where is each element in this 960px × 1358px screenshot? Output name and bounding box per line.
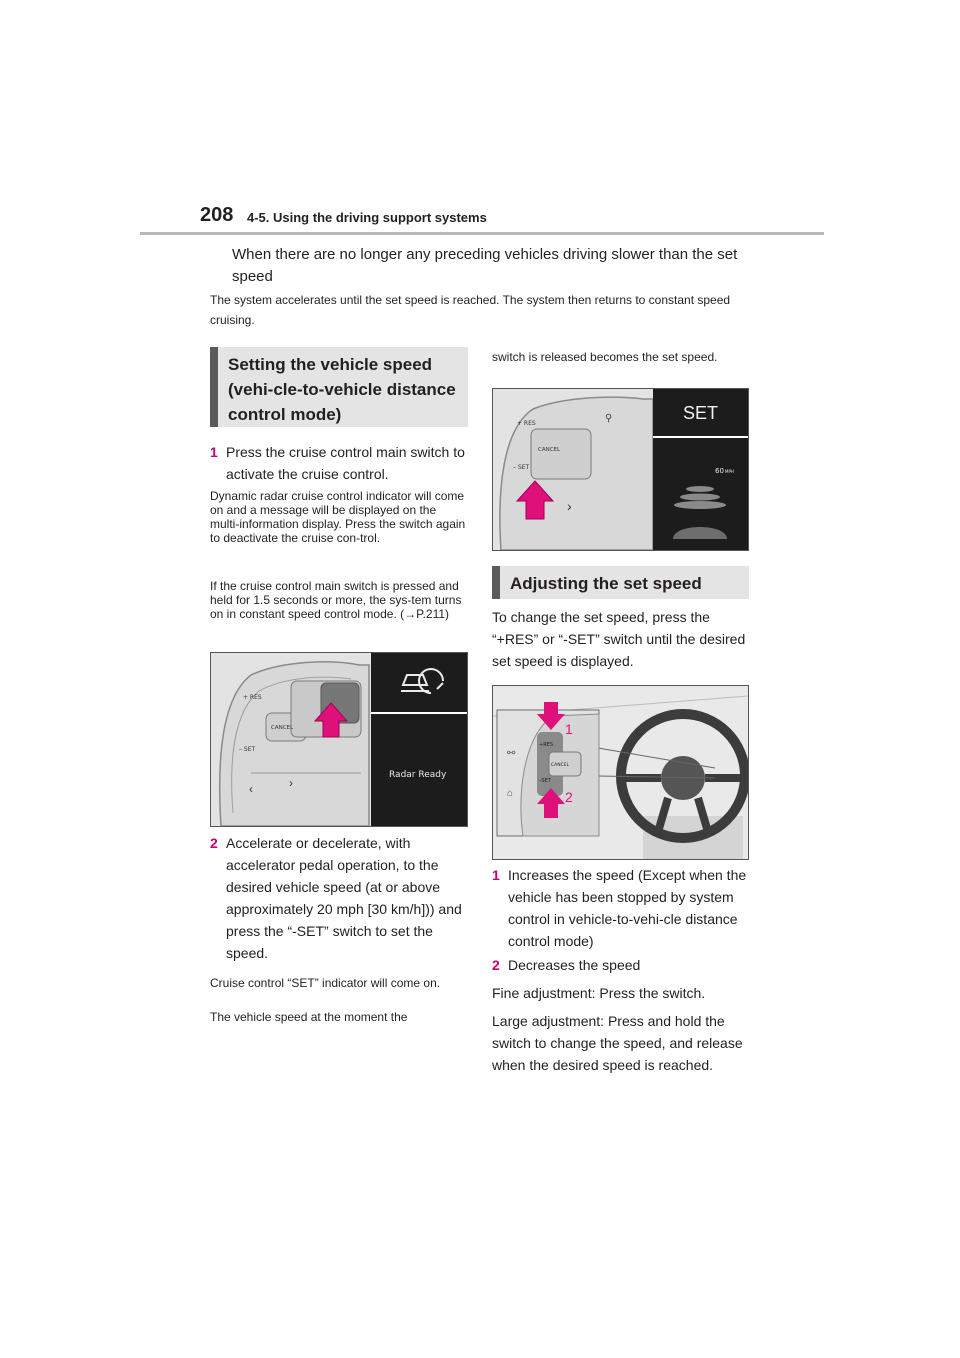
fig1-cancel-label: CANCEL <box>271 725 294 731</box>
item-1-number: 1 <box>492 867 500 883</box>
note-indicator: Dynamic radar cruise control indicator will come on and a message will be displayed on the multi-information display. Press the switch again to deactivate the cruise con-trol. <box>210 489 466 545</box>
fig3-callout-1: 1 <box>565 721 573 737</box>
note-set-indicator: Cruise control “SET” indicator will come on. <box>210 976 441 990</box>
fig3-lane-icon: ⚯ <box>507 748 516 759</box>
fig2-speed-value: 60 <box>715 467 724 475</box>
fig2-cruise-icon: ⚲ <box>605 413 613 424</box>
item-2-text: Decreases the speed <box>508 957 641 973</box>
fig3-set-label: –SET <box>539 778 551 784</box>
figure-set-switch <box>492 388 749 551</box>
figure-main-switch <box>210 652 468 827</box>
fig2-set-label: – SET <box>513 464 530 471</box>
adjust-intro: To change the set speed, press the “+RES” or “-SET” switch until the desired set speed is displayed. <box>492 609 746 669</box>
step-2-number: 2 <box>210 835 218 851</box>
item-2-number: 2 <box>492 957 500 973</box>
figure-steering-wheel <box>492 685 749 860</box>
fig3-steering-assist-icon: ⌂ <box>507 788 514 799</box>
step-1-text: Press the cruise control main switch to activate the cruise control. <box>226 444 465 482</box>
item-1 <box>492 864 750 952</box>
item-2 <box>492 954 750 976</box>
adjusting-speed-heading: Adjusting the set speed <box>492 566 749 599</box>
header-divider <box>140 232 824 235</box>
large-adjustment: Large adjustment: Press and hold the switch to change the speed, and release when the desired speed is reached. <box>492 1013 743 1073</box>
setting-speed-heading: Setting the vehicle speed (vehi-cle-to-vehicle distance control mode) <box>210 347 468 427</box>
fig3-cancel-label: CANCEL <box>551 763 570 768</box>
step-1 <box>210 441 468 485</box>
section-title: 4-5. Using the driving support systems <box>247 210 487 225</box>
fig3-res-label: +RES <box>539 742 553 748</box>
fig1-left-arrow-icon: ‹ <box>249 782 253 796</box>
step-2-text: Accelerate or decelerate, with accelerator pedal operation, to the desired vehicle speed (at or above approximately 20 mph [30 km/h])) and press the “-SET” switch to set the speed. <box>226 835 462 961</box>
step-2 <box>210 832 468 964</box>
note-set-speed-part2: switch is released becomes the set speed. <box>492 350 718 364</box>
fig2-res-label: + RES <box>517 420 536 427</box>
note-constant-mode: If the cruise control main switch is pressed and held for 1.5 seconds or more, the sys-tem turns on in constant speed control mode. (→P.211) <box>210 579 462 621</box>
intro-note: The system accelerates until the set speed is reached. The system then returns to constant speed cruising. <box>210 293 731 327</box>
note-set-speed-part1: The vehicle speed at the moment the <box>210 1010 408 1024</box>
fig2-right-arrow-icon: › <box>567 498 572 514</box>
item-1-text: Increases the speed (Except when the vehicle has been stopped by system control in vehicle-to-vehi-cle distance control mode) <box>508 867 747 949</box>
fig2-speed-unit: MPH <box>725 469 734 474</box>
fine-adjustment: Fine adjustment: Press the switch. <box>492 985 706 1001</box>
page-number: 208 <box>200 204 234 226</box>
fig1-res-label: + RES <box>243 694 262 701</box>
fig2-set-display: SET <box>683 403 719 423</box>
fig1-set-label: – SET <box>239 746 256 753</box>
step-1-number: 1 <box>210 444 218 460</box>
fig1-radar-ready-text: Radar Ready <box>389 770 447 780</box>
fig2-cancel-label: CANCEL <box>538 447 561 453</box>
fig1-right-arrow-icon: › <box>289 776 293 790</box>
intro-heading: When there are no longer any preceding vehicles driving slower than the set speed <box>232 246 738 285</box>
fig3-callout-2: 2 <box>565 789 573 805</box>
